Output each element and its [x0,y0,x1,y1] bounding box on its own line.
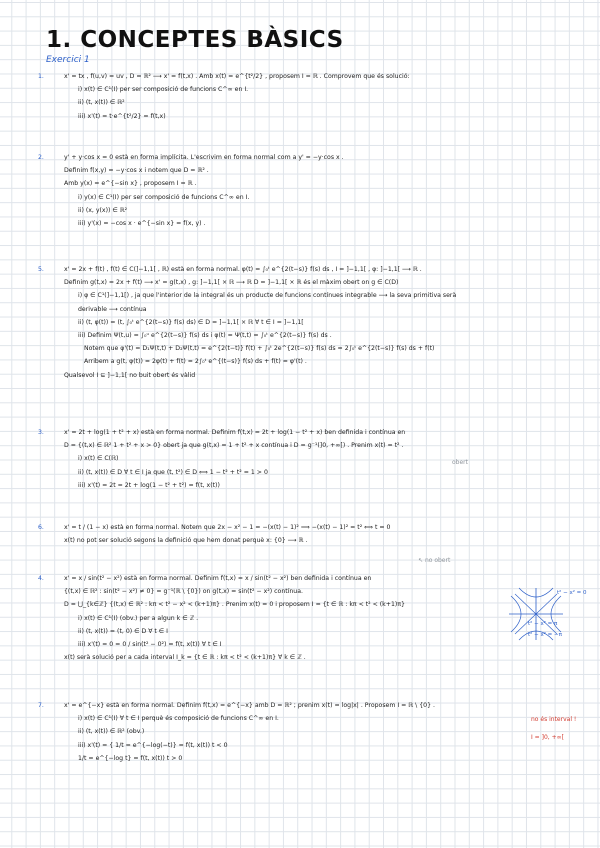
exercise-line: y' + y·cos x = 0 està en forma implícita. L'escrivim en forma normal com a y' = −y·cos x . [64,154,344,161]
exercise-line: x' = e^{−x} està en forma normal. Definim f(t,x) = e^{−x} amb D = ℝ² ; prenim x(t) = log|x| . Proposem I = ℝ \ {0} . [64,702,435,709]
exercise-line: Amb y(x) = e^{−sin x} , proposem I = ℝ . [64,180,197,188]
page-title: 1. CONCEPTES BÀSICS [46,27,344,53]
exercise-line: ii) (t, x(t)) ∈ ℝ² (obv.) [78,728,145,736]
hyperbola-label-bot: t² − x² = −π [528,632,562,638]
hyperbola-label-mid: t² − x² = π [528,621,558,627]
exercise-line: iii) x'(t) = 0 = 0 / sin(t² − 0²) = f(t, x(t)) ∀ t ∈ I [78,640,222,648]
exercise-line: i) x(t) ∈ C¹(I) ∀ t ∈ I perquè és composició de funcions C^∞ en I. [78,715,279,723]
exercise-number: 3. [38,429,44,436]
exercise-number: 4. [38,575,44,582]
exercise-line: iii) Definim Ψ(t,u) = ∫₀ᵘ e^{2(t−s)} f(s) ds i φ(t) = Ψ(t,t) = ∫₀ᵗ e^{2(t−s)} f(s) ds . [78,331,332,339]
exercise-number: 7. [38,702,44,709]
note-no-obert: ↖ no obert [418,557,451,564]
note-no-interval: no és interval ! [531,716,577,723]
exercise-line: derivable ⟶ contínua [78,305,147,313]
exercise-line: ii) (x, y(x)) ∈ ℝ² [78,206,128,214]
page-subtitle: Exercici 1 [46,55,90,65]
note-interval-fix: I = ]0, +∞[ [531,734,564,741]
exercise-line: D = ⋃_{k∈ℤ} {(t,x) ∈ ℝ² : kπ < t² − x² < (k+1)π} . Prenim x(t) = 0 i proposem I = {t ∈ ℝ : kπ < t² < (k+1)π} [64,601,405,609]
exercise-line: Notem que φ'(t) = D₁Ψ(t,t) + D₂Ψ(t,t) = e^{2(t−t)} f(t) + ∫₀ᵗ 2e^{2(t−s)} f(s) ds = 2∫₀ᵗ e^{2(t−s)} f(s) ds + f(t) [84,345,435,353]
exercise-line: i) φ ∈ C¹(]−1,1[) , ja que l'interior de la integral és un producte de funcions contínues integrable ⟶ la seva primitiva serà [78,292,457,300]
exercise-line: iii) x'(t) = 2t = 2t + log(1 − t² + t²) = f(t, x(t)) [78,481,220,489]
exercise-line: iii) y'(x) = −cos x · e^{−sin x} = f(x, y) . [78,219,206,227]
exercise-number: 5. [38,266,44,273]
exercise-number: 6. [38,524,44,531]
exercise-line: iii) x'(t) = { 1/t = e^{−log(−t)} = f(t, x(t)) t < 0 [78,741,228,749]
exercise-line: ii) (t, x(t)) ∈ D ∀ t ∈ I ja que (t, t²) ∈ D ⟺ 1 − t² + t² = 1 > 0 [78,468,268,476]
exercise-7 [38,699,435,765]
exercise-line: x' = x / sin(t² − x²) està en forma normal. Definim f(t,x) = x / sin(t² − x²) ben definida i contínua en [64,575,372,582]
exercise-line: x' = 2x + f(t) , f(t) ∈ C(]−1,1[ , ℝ) està en forma normal. φ(t) = ∫₀ᵗ e^{2(t−s)} f(s) ds , I = ]−1,1[ , φ: ]−1,1[ ⟶ ℝ . [64,266,422,273]
note-obert: obert [452,459,468,466]
exercise-line: x(t) serà solució per a cada interval I_k = {t ∈ ℝ : kπ < t² < (k+1)π} ∀ k ∈ ℤ . [64,654,306,662]
exercise-4 [38,572,405,664]
exercise-line: ii) (t, φ(t)) = (t, ∫₀ᵗ e^{2(t−s)} f(s) ds) ∈ D = ]−1,1[ × ℝ ∀ t ∈ I = ]−1,1[ [78,318,304,326]
exercise-5 [38,263,457,382]
exercise-line: ii) (t, x(t)) ∈ ℝ² [78,99,125,107]
exercise-6 [38,521,391,547]
exercise-number: 1. [38,73,44,80]
exercise-line: x' = t / (1 − x) està en forma normal. Notem que 2x − x² − 1 = −(x(t) − 1)² ⟹ −(x(t) − 1)² = t² ⟺ t = 0 [64,524,391,531]
exercise-number: 2. [38,154,44,161]
exercise-line: ii) (t, x(t)) = (t, 0) ∈ D ∀ t ∈ I [78,627,168,635]
exercise-line: Definim f(x,y) = −y·cos x i notem que D = ℝ² . [64,167,209,175]
exercise-line: D = {(t,x) ∈ ℝ² 1 + t² + x > 0} obert ja que g(t,x) = 1 + t² + x contínua i D = g⁻¹(]0, +∞[) . Prenim x(t) = t² . [64,442,404,450]
hyperbola-label-top: t² − x² = 0 [557,590,587,596]
note-no-obert-text: no obert [424,557,451,564]
exercise-line: i) y(x) ∈ C¹(I) per ser composició de funcions C^∞ en I. [78,193,250,201]
exercise-line: x' = tx , f(u,v) = uv , D = ℝ² ⟶ x' = f(t,x) . Amb x(t) = e^{t²/2} , proposem I = ℝ . Comprovem que és solució: [64,73,410,80]
exercise-line: Qualsevol I ⊆ ]−1,1[ no buit obert és vàlid [64,371,196,379]
exercise-line: i) x(t) ∈ C¹(I) (obv.) per a algun k ∈ ℤ . [78,614,199,622]
exercise-line: {(t,x) ∈ ℝ² : sin(t² − x²) ≠ 0} = g⁻¹(ℝ \ {0}) on g(t,x) = sin(t² − x²) contínua. [64,588,303,596]
exercise-line: 1/t = e^{−log t} = f(t, x(t)) t > 0 [78,754,183,762]
exercise-line: x' = 2t + log(1 + t² + x) està en forma normal. Definim f(t,x) = 2t + log(1 − t² + x) ben definida i contínua en [64,429,406,436]
exercise-3 [38,426,406,492]
exercise-1 [38,70,410,123]
exercise-line: x(t) no pot ser solució segons la definició que hem donat perquè x: {0} ⟶ ℝ . [64,537,308,545]
exercise-line: i) x(t) ∈ C¹(I) per ser composició de funcions C^∞ en I. [78,86,249,94]
exercise-2 [38,151,344,230]
exercise-line: i) x(t) ∈ C(ℝ) [78,455,119,463]
exercise-line: Definim g(t,x) = 2x + f(t) ⟶ x' = g(t,x) , g: ]−1,1[ × ℝ ⟶ ℝ D = ]−1,1[ × ℝ és el màxim obert on g ∈ C(D) [64,279,399,287]
exercise-line: iii) x'(t) = t·e^{t²/2} = f(t,x) [78,112,166,120]
exercise-line: Arribem a g(t, φ(t)) = 2φ(t) + f(t) = 2∫₀ᵗ e^{(t−s)} f(s) ds + f(t) = φ'(t) . [84,358,307,366]
